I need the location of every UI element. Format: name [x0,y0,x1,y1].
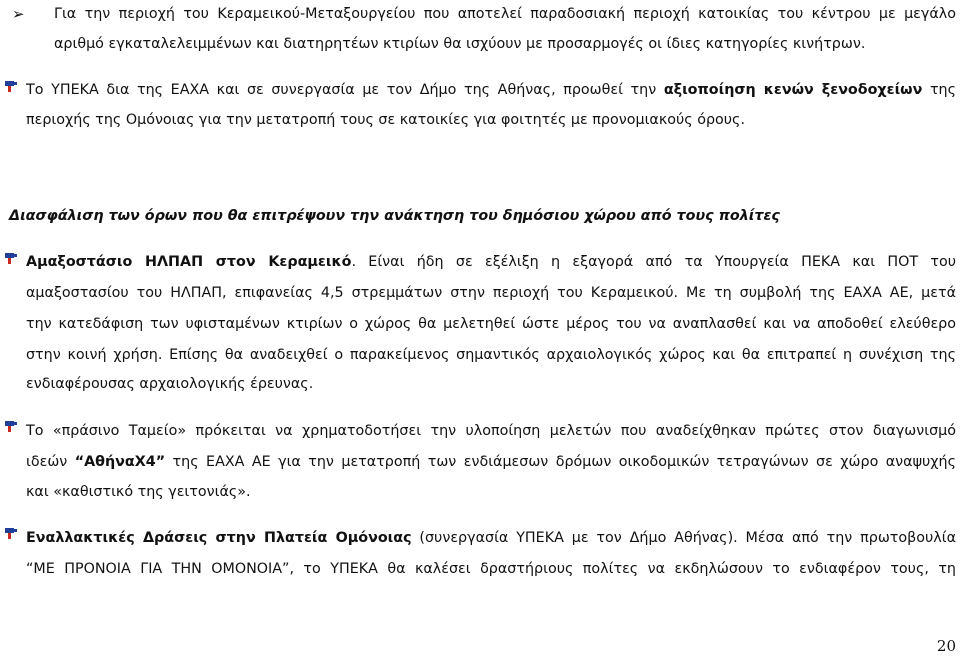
text-run: Το ΥΠΕΚΑ δια της ΕΑΧΑ και σε συνεργασία με τον Δήμο της Αθήνας, προωθεί την [26,82,657,98]
paragraph-line [26,80,956,100]
paragraph-line [26,452,956,472]
text-run: της [929,82,957,98]
text-run: ιδεών [26,454,68,470]
pushpin-bullet-icon [2,250,20,268]
paragraph-line [26,252,956,272]
text-run: (συνεργασία ΥΠΕΚΑ με τον Δήμο Αθήνας). Μέσα από την πρωτοβουλία [419,530,957,546]
paragraph-line: την κατεδάφιση των υφισταμένων κτιρίων ο χώρος θα μελετηθεί ώστε μέρος του να αναπλασθεί και να αποδοθεί ελεύθερο [26,316,956,332]
text-run: . Είναι ήδη σε εξέλιξη η εξαγορά από τα Υπουργεία ΠΕΚΑ και ΠΟΤ του [351,254,956,270]
bold-text-run: Αμαξοστάσιο ΗΛΠΑΠ στον Κεραμεικό [26,254,352,270]
arrow-bullet-icon: ➢ [12,5,25,23]
paragraph-line: Το «πράσινο Ταμείο» πρόκειται να χρηματοδοτήσει την υλοποίηση μελετών που αναδείχθηκαν πρώτες στον διαγωνισμό [26,423,956,439]
pushpin-bullet-icon [2,78,20,96]
paragraph-line: αριθμό εγκαταλελειμμένων και διατηρητέων κτιρίων θα ισχύουν με προσαρμογές οι ίδιες κατηγορίες κινήτρων. [54,36,866,52]
text-run: της ΕΑΧΑ ΑΕ για την μετατροπή των ενδιάμεσων δρόμων οικοδομικών τετραγώνων σε χώρο αναψυχής [172,454,956,470]
paragraph-line: στην κοινή χρήση. Επίσης θα αναδειχθεί ο παρακείμενος σημαντικός αρχαιολογικός χώρος και θα επιτραπεί η συνέχιση της [26,347,956,363]
paragraph-line: και «καθιστικό της γειτονιάς». [26,484,251,500]
paragraph-line: Για την περιοχή του Κεραμεικού-Μεταξουργείου που αποτελεί παραδοσιακή περιοχή κατοικίας του κέντρου με μεγάλο [54,6,956,22]
paragraph-line: ενδιαφέρουσας αρχαιολογικής έρευνας. [26,376,314,392]
bold-text-run: “ΑθήναΧ4” [74,454,166,470]
bold-text-run: αξιοποίηση κενών ξενοδοχείων [663,82,923,98]
pushpin-bullet-icon [2,418,20,436]
paragraph-line [26,528,956,548]
paragraph-line: “ΜΕ ΠΡΟΝΟΙΑ ΓΙΑ ΤΗΝ ΟΜΟΝΟΙΑ”, το ΥΠΕΚΑ θα καλέσει δραστήριους πολίτες να εκδηλώσουν το ενδιαφέρον τους, τη [26,561,956,577]
bold-text-run: Εναλλακτικές Δράσεις στην Πλατεία Ομόνοιας [26,530,412,546]
page-number: 20 [936,637,956,655]
paragraph-line: αμαξοστασίου του ΗΛΠΑΠ, επιφανείας 4,5 στρεμμάτων στην περιοχή του Κεραμεικού. Με τη συμβολή της ΕΑΧΑ ΑΕ, μετά [26,285,956,301]
pushpin-bullet-icon [2,525,20,543]
paragraph-line: περιοχής της Ομόνοιας για την μετατροπή τους σε κατοικίες για φοιτητές με προνομιακούς όρους. [26,112,745,128]
section-heading: Διασφάλιση των όρων που θα επιτρέψουν την ανάκτηση του δημόσιου χώρου από τους πολίτες [9,208,780,224]
